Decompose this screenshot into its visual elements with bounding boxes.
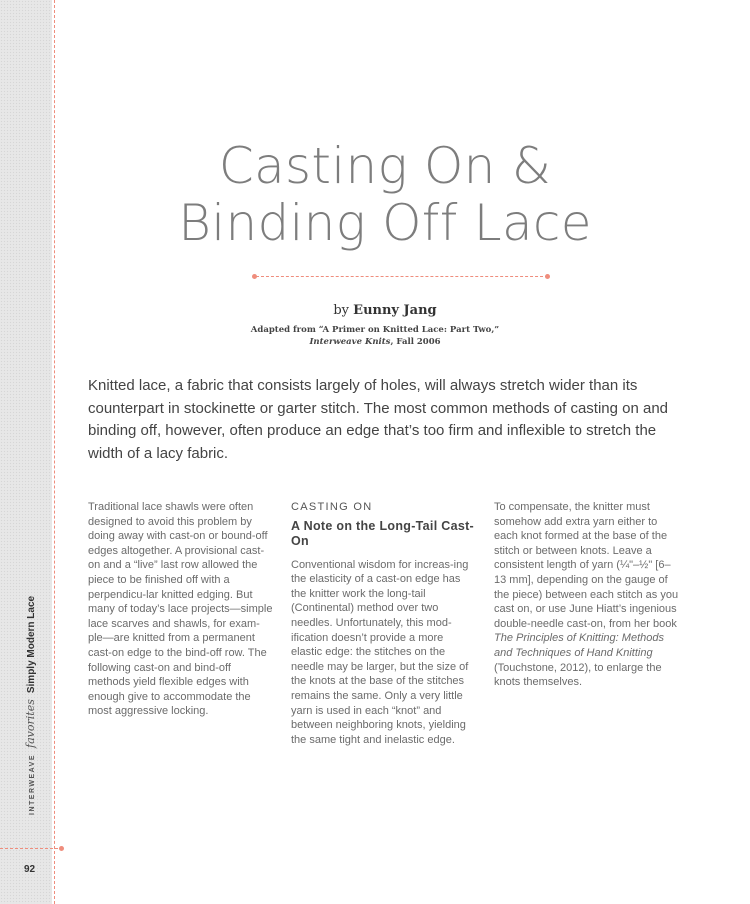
column-3-text xyxy=(494,500,679,690)
column-3-text-part-2: (Touchstone, 2012), to enlarge the knots themselves. xyxy=(494,661,662,689)
page-number: 92 xyxy=(24,864,36,875)
body-column-2 xyxy=(291,500,476,747)
body-column-3 xyxy=(494,500,679,690)
author-name: Eunny Jang xyxy=(353,303,437,318)
column-3-text-part-1: To compensate, the knitter must somehow add extra yarn either to each knot formed at the base of the stitch or between knots. Leave a consistent length of yarn (¼"–½" [6–13 mm], depending on the gauge of the piece) between each stitch as you cast on, or use June Hiatt’s ingenious double-needle cast-on, from her book xyxy=(494,501,679,630)
title-dashed-rule xyxy=(256,276,548,277)
adapted-from-note xyxy=(150,324,600,348)
side-dashed-rule xyxy=(54,0,55,904)
article-title xyxy=(150,138,620,252)
source-publication: Interweave Knits xyxy=(309,337,391,347)
brand-name: INTERWEAVE xyxy=(29,753,36,815)
section-subheading: A Note on the Long-Tail Cast-On xyxy=(291,518,474,549)
footer-dashed-rule xyxy=(0,848,58,849)
running-header xyxy=(24,596,37,815)
title-rule-right-dot xyxy=(545,274,550,279)
byline xyxy=(150,303,620,318)
brand-favorites: favorites xyxy=(24,699,37,748)
section-heading: CASTING ON xyxy=(291,501,373,513)
side-rule-dot xyxy=(59,846,64,851)
body-column-1 xyxy=(88,500,273,719)
title-line-1: Casting On & xyxy=(218,137,552,195)
source-issue: , Fall 2006 xyxy=(390,337,441,347)
title-rule-left-dot xyxy=(252,274,257,279)
column-1-text: Traditional lace shawls were often designed to avoid this problem by doing away with cast-on or bound-off edges altogether. A provisional cast-on and a “live” last row allowed the piece to be finished off with a perpendicu-lar knitted edging. But many of today’s lace projects—simple lace scarves and shawls, for exam-ple—are knitted from a permanent cast-on edge to the bind-off row. The following cast-on and bind-off methods yield flexible edges with enough give to accommodate the most aggressive locking. xyxy=(88,501,273,718)
intro-paragraph: Knitted lace, a fabric that consists largely of holes, will always stretch wider than its counterpart in stockinette or garter stitch. The most common methods of casting on and binding off, however, often produce an edge that’s too firm and inflexible to stretch the width of a lacy fabric. xyxy=(88,377,669,462)
title-line-2: Binding Off Lace xyxy=(178,194,592,252)
collection-title: Simply Modern Lace xyxy=(26,595,37,694)
adapted-from-text: Adapted from “A Primer on Knitted Lace: Part Two,” xyxy=(250,325,500,335)
byline-prefix: by xyxy=(333,303,350,318)
book-title: The Principles of Knitting: Methods and Techniques of Hand Knitting xyxy=(494,632,664,659)
column-2-text: Conventional wisdom for increas-ing the elasticity of a cast-on edge has the knitter work the long-tail (Continental) method over two needles. Unfortunately, this mod-ification doesn’t provide a more elastic edge: the stitches on the needle may be larger, but the size of the knots at the base of the stitches remains the same. Only a very little yarn is used in each “knot” and between neighboring knots, yielding the same tight and inelastic edge. xyxy=(291,558,469,746)
